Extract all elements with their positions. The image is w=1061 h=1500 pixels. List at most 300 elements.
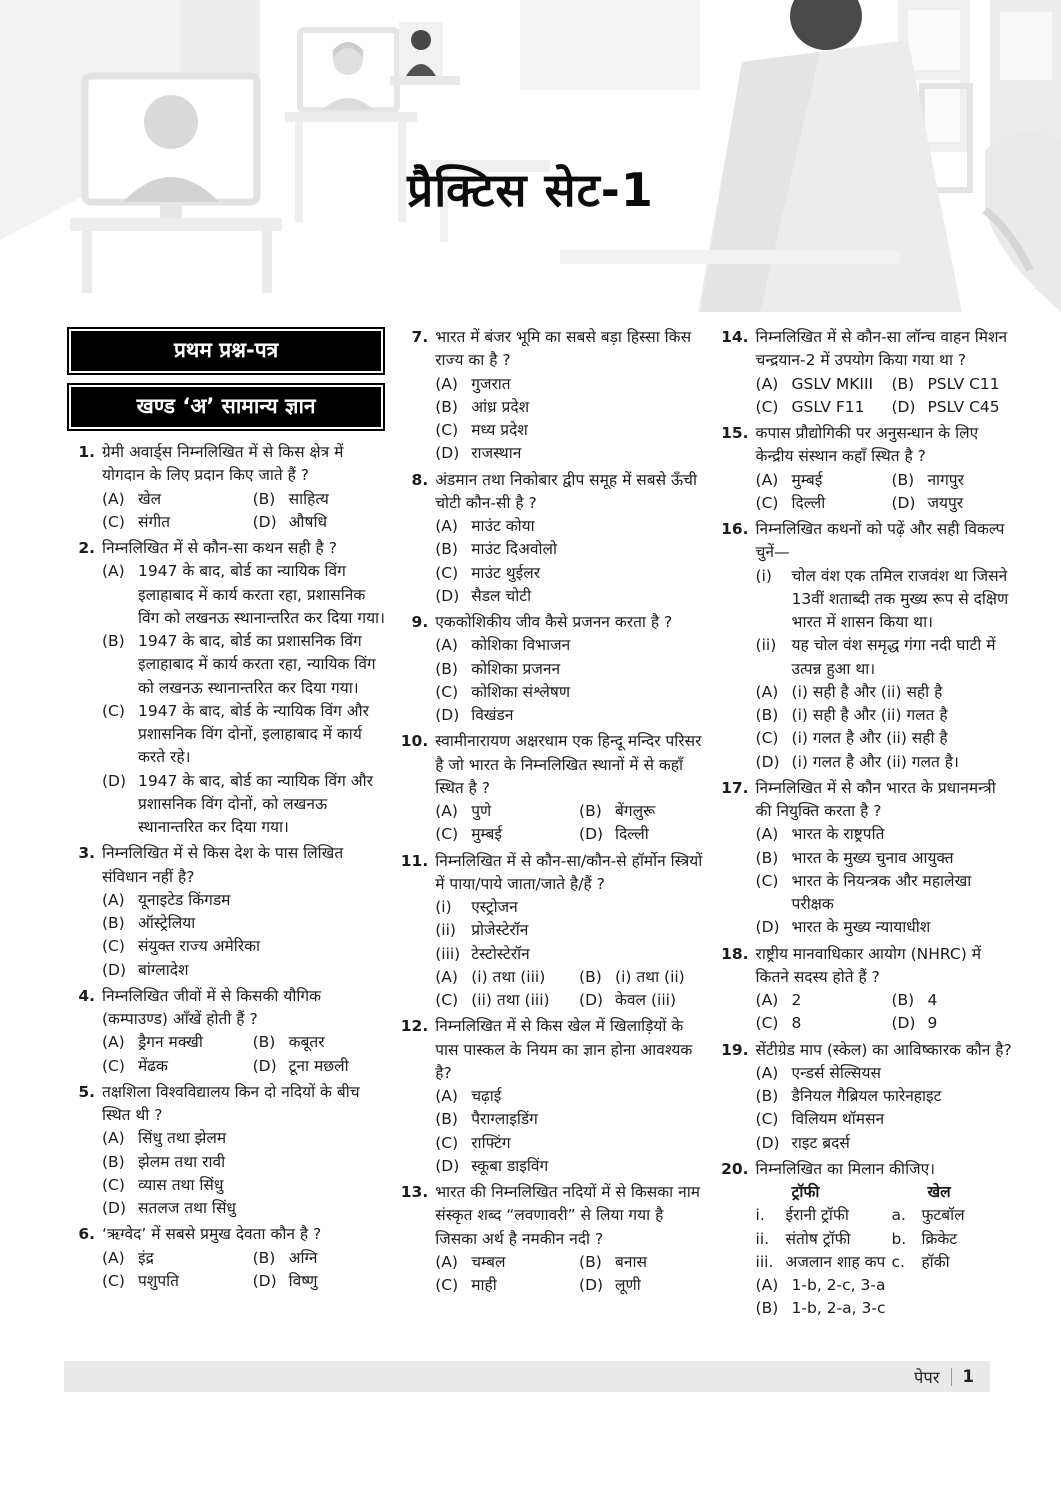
match-row — [756, 1251, 1012, 1274]
options — [102, 1031, 386, 1078]
question-body — [102, 842, 386, 982]
option-label: (A) — [755, 825, 779, 844]
match-right-text: क्रिकेट — [921, 1229, 958, 1248]
statement-label: (iii) — [435, 944, 461, 963]
option-text: सिंधु तथा झेलम — [138, 1129, 227, 1148]
options — [102, 488, 386, 535]
statement-label: (ii) — [435, 921, 456, 940]
section-heading: खण्ड ‘अ’ सामान्य ज्ञान — [69, 385, 383, 429]
question-body — [102, 985, 386, 1078]
option-item — [435, 373, 706, 396]
footer-page-number: 1 — [962, 1367, 974, 1386]
options — [435, 515, 706, 608]
question-body — [756, 518, 1012, 774]
option-item — [435, 419, 706, 442]
option-text: सतलज तथा सिंधु — [138, 1199, 236, 1217]
statement-text: एस्ट्रोजन — [471, 898, 518, 916]
option-text: PSLV C45 — [927, 397, 1000, 416]
option-item — [102, 630, 386, 700]
question-item — [720, 943, 1012, 1036]
question-text: कपास प्रौद्योगिकी पर अनुसन्धान के लिए केन्द्रीय संस्थान कहाँ स्थित है ? — [755, 424, 979, 466]
statement-item — [756, 565, 1012, 635]
match-right-cell — [891, 1204, 1012, 1227]
option-item — [253, 1055, 387, 1078]
option-label: (D) — [579, 825, 604, 844]
option-label: (D) — [435, 1156, 460, 1175]
option-text: बांग्लादेश — [138, 960, 189, 979]
option-text: पुणे — [471, 802, 492, 820]
option-item — [435, 704, 706, 727]
option-text: स्कूबा डाइविंग — [471, 1156, 549, 1175]
option-item — [756, 1108, 1012, 1131]
question-number: 2. — [78, 539, 95, 557]
option-text: बनास — [615, 1252, 647, 1271]
question-number: 11. — [400, 851, 429, 870]
question-item — [399, 730, 706, 846]
question-number: 1. — [78, 443, 95, 461]
statement-text: प्रोजेस्टेरॉन — [471, 921, 529, 940]
option-item — [756, 823, 1012, 846]
option-text: अग्नि — [288, 1248, 318, 1267]
option-label: (D) — [579, 991, 604, 1009]
option-label: (B) — [755, 1299, 779, 1318]
option-label: (C) — [102, 1271, 125, 1290]
question-item — [66, 1081, 386, 1221]
statement-label: (i) — [435, 898, 452, 916]
option-text: बेंगलुरू — [615, 802, 656, 820]
option-text: (i) सही है और (ii) गलत है — [791, 706, 948, 724]
option-item — [102, 935, 386, 958]
option-item — [253, 488, 387, 511]
option-label: (A) — [102, 1129, 125, 1148]
question-text: ‘ऋग्वेद’ में सबसे प्रमुख देवता कौन है ? — [102, 1225, 322, 1244]
option-label: (A) — [435, 517, 458, 535]
option-label: (A) — [435, 1252, 458, 1271]
option-item — [756, 847, 1012, 870]
option-label: (A) — [755, 1063, 779, 1082]
option-label: (D) — [891, 1014, 916, 1033]
question-number: 8. — [411, 470, 429, 489]
question-number: 9. — [411, 613, 429, 631]
options — [756, 373, 1012, 420]
option-label: (D) — [435, 706, 460, 724]
option-label: (D) — [579, 1276, 604, 1294]
option-item — [756, 681, 1012, 704]
option-item — [435, 1108, 706, 1131]
option-text: 1947 के बाद, बोर्ड का प्रशासनिक विंग इलाहाबाद में कार्य करता रहा, न्यायिक विंग को लखनऊ स्थानान्तरित कर दिया गया। — [138, 632, 376, 697]
option-label: (A) — [102, 489, 125, 508]
option-text: भारत के राष्ट्रपति — [791, 825, 885, 844]
question-text: निम्नलिखित में से कौन भारत के प्रधानमन्त्री की नियुक्ति करता है ? — [755, 778, 996, 820]
question-number: 14. — [721, 328, 749, 346]
option-item — [579, 1274, 707, 1297]
options — [435, 800, 706, 847]
option-text: माउंट थुईलर — [471, 563, 541, 582]
option-item — [435, 823, 579, 846]
option-text: विखंडन — [471, 706, 514, 724]
option-item — [102, 959, 386, 982]
option-item — [102, 1031, 253, 1054]
option-label: (C) — [435, 991, 459, 1009]
option-item — [435, 989, 579, 1012]
option-item — [756, 916, 1012, 939]
option-label: (C) — [755, 397, 779, 416]
match-row — [756, 1204, 1012, 1227]
option-item — [435, 442, 706, 465]
question-body — [756, 943, 1012, 1036]
question-number: 15. — [721, 424, 749, 442]
option-label: (A) — [102, 1248, 125, 1267]
option-item — [756, 751, 1012, 774]
option-text: राफ्टिंग — [471, 1133, 511, 1152]
option-item — [579, 1251, 707, 1274]
option-item — [102, 511, 253, 534]
question-body — [102, 1081, 386, 1221]
option-label: (B) — [102, 1152, 125, 1171]
options — [756, 1062, 1012, 1155]
match-left-text: अजलान शाह कप — [785, 1252, 886, 1271]
option-item — [253, 511, 387, 534]
statement-item — [435, 896, 706, 919]
question-item — [66, 842, 386, 982]
option-text: लूणी — [615, 1276, 641, 1294]
option-label: (D) — [252, 512, 277, 531]
option-item — [756, 870, 1012, 917]
match-left-text: ईरानी ट्रॉफी — [785, 1206, 849, 1225]
options — [102, 1247, 386, 1294]
question-text: निम्नलिखित में से कौन-सा/कौन-से हॉर्मोन स्त्रियों में पाया/पाये जाता/जाते है/हैं ? — [435, 851, 703, 893]
option-label: (D) — [891, 493, 916, 512]
match-right-text: फुटबॉल — [921, 1206, 965, 1225]
option-label: (D) — [891, 397, 916, 416]
option-item — [756, 469, 892, 492]
option-item — [756, 492, 892, 515]
question-text: निम्नलिखित में से किस देश के पास लिखित संविधान नहीं है? — [102, 844, 344, 886]
option-text: 9 — [927, 1014, 938, 1033]
option-label: (D) — [755, 918, 780, 937]
option-text: भारत के मुख्य न्यायाधीश — [791, 918, 931, 937]
option-text: एन्डर्स सेल्सियस — [791, 1063, 881, 1082]
option-label: (C) — [102, 512, 125, 531]
match-right-label: c. — [891, 1252, 905, 1271]
option-text: गुजरात — [471, 374, 511, 393]
option-item — [102, 1197, 386, 1220]
option-item — [253, 1247, 387, 1270]
question-text: भारत की निम्नलिखित नदियों में से किसका नाम संस्कृत शब्द “लवणावरी” से लिया गया है जिसका अर्थ है नमकीन नदी ? — [435, 1183, 701, 1248]
options — [102, 1127, 386, 1220]
option-item — [756, 1012, 892, 1035]
statement-text: यह चोल वंश समृद्ध गंगा नदी घाटी में उत्पन्न हुआ था। — [791, 636, 996, 678]
question-item — [399, 1181, 706, 1297]
match-right-text: हॉकी — [921, 1252, 950, 1271]
header-illustration — [0, 0, 1061, 312]
statement-label: (ii) — [755, 636, 777, 655]
question-item — [720, 422, 1012, 515]
options — [435, 1085, 706, 1178]
footer-label: पेपर — [914, 1368, 940, 1387]
option-label: (B) — [435, 540, 458, 559]
option-text: ड्रैगन मक्खी — [138, 1033, 203, 1052]
question-text: निम्नलिखित कथनों को पढ़ें और सही विकल्प चुनें— — [755, 520, 1005, 562]
option-text: विष्णु — [288, 1271, 318, 1290]
option-item — [435, 585, 706, 608]
match-right-label: a. — [891, 1206, 906, 1225]
option-label: (B) — [755, 848, 779, 867]
option-label: (B) — [102, 914, 125, 932]
match-left-cell — [756, 1251, 892, 1274]
option-text: टूना मछली — [288, 1056, 349, 1075]
option-item — [756, 727, 1012, 750]
option-text: मुम्बई — [471, 825, 502, 844]
option-label: (B) — [579, 1252, 602, 1271]
question-text: सेंटीग्रेड माप (स्केल) का आविष्कारक कौन है? — [755, 1040, 1012, 1059]
option-text: मेंढक — [138, 1056, 168, 1075]
option-label: (A) — [755, 1276, 779, 1294]
statement-item — [435, 943, 706, 966]
question-body — [435, 611, 706, 727]
option-text: नागपुर — [927, 470, 964, 489]
option-text: कोशिका प्रजनन — [471, 659, 561, 678]
option-label: (B) — [252, 1033, 276, 1052]
option-label: (C) — [435, 825, 459, 844]
option-label: (C) — [435, 1133, 459, 1152]
option-item — [102, 560, 386, 630]
option-item — [253, 1270, 387, 1293]
option-item — [756, 373, 892, 396]
question-number: 12. — [400, 1017, 429, 1036]
option-text: कोशिका संश्लेषण — [471, 682, 571, 701]
option-item — [102, 700, 386, 770]
column-1 — [66, 326, 386, 1324]
option-label: (A) — [755, 470, 779, 489]
match-left-cell — [756, 1228, 892, 1251]
option-label: (C) — [435, 421, 459, 439]
option-text: चम्बल — [471, 1252, 506, 1271]
option-item — [579, 989, 707, 1012]
question-text: भारत में बंजर भूमि का सबसे बड़ा हिस्सा किस राज्य का है ? — [435, 328, 692, 370]
option-text: 1-b, 2-c, 3-a — [791, 1276, 886, 1294]
option-item — [435, 966, 579, 989]
options — [435, 373, 706, 466]
option-text: (i) गलत है और (ii) गलत है। — [791, 752, 959, 771]
option-text: 1-b, 2-a, 3-c — [791, 1299, 886, 1318]
question-text: निम्नलिखित का मिलान कीजिए। — [755, 1159, 936, 1178]
question-text: निम्नलिखित में से कौन-सा लॉन्च वाहन मिशन चन्द्रयान-2 में उपयोग किया गया था ? — [755, 328, 1008, 370]
option-text: राइट ब्रदर्स — [791, 1133, 850, 1152]
option-item — [102, 1174, 386, 1197]
option-label: (B) — [435, 1110, 458, 1129]
options — [435, 966, 706, 1013]
column-3 — [720, 326, 1012, 1324]
option-item — [756, 1085, 1012, 1108]
option-text: (i) तथा (iii) — [471, 967, 546, 986]
options — [102, 889, 386, 982]
question-body — [102, 1223, 386, 1293]
option-item — [435, 538, 706, 561]
question-item — [720, 326, 1012, 419]
option-label: (D) — [755, 752, 780, 771]
option-label: (D) — [102, 1199, 127, 1217]
option-text: मध्य प्रदेश — [471, 421, 528, 439]
question-text: अंडमान तथा निकोबार द्वीप समूह में सबसे ऊँची चोटी कौन-सी है ? — [435, 470, 698, 512]
option-item — [435, 1155, 706, 1178]
option-text: 4 — [927, 991, 938, 1009]
option-text: 1947 के बाद, बोर्ड का न्यायिक विंग इलाहाबाद में कार्य करता रहा, प्रशासनिक विंग को लखनऊ स्थानान्तरित कर दिया गया। — [138, 562, 385, 627]
question-number: 5. — [78, 1082, 95, 1101]
option-item — [435, 658, 706, 681]
option-label: (D) — [102, 771, 127, 790]
option-text: GSLV F11 — [791, 397, 865, 416]
match-row — [756, 1228, 1012, 1251]
option-text: (ii) तथा (iii) — [471, 991, 550, 1009]
question-number: 10. — [400, 732, 429, 751]
option-label: (A) — [755, 682, 779, 701]
question-number: 16. — [721, 520, 749, 538]
option-item — [435, 634, 706, 657]
option-label: (B) — [891, 991, 915, 1009]
question-number: 3. — [78, 844, 95, 863]
match-left-label: i. — [755, 1206, 765, 1225]
match-headers — [756, 1181, 1012, 1204]
option-label: (D) — [435, 586, 460, 605]
option-item — [435, 396, 706, 419]
option-label: (B) — [755, 1087, 779, 1105]
option-label: (B) — [891, 470, 915, 489]
option-text: संयुक्त राज्य अमेरिका — [138, 937, 261, 956]
option-text: माउंट दिअवोलो — [471, 540, 557, 559]
option-item — [891, 396, 1012, 419]
match-header: खेल — [927, 1183, 951, 1201]
option-item — [435, 800, 579, 823]
match-left-label: ii. — [755, 1229, 770, 1248]
options — [756, 823, 1012, 939]
option-item — [756, 1062, 1012, 1085]
option-item — [891, 989, 1012, 1012]
option-label: (C) — [755, 729, 779, 748]
question-item — [399, 1015, 706, 1178]
question-number: 7. — [411, 328, 429, 346]
question-item — [66, 985, 386, 1078]
option-label: (C) — [435, 563, 459, 582]
match-left-label: iii. — [755, 1252, 774, 1271]
statement-text: टेस्टोस्टेरॉन — [471, 944, 530, 963]
option-item — [435, 681, 706, 704]
option-item — [435, 1274, 579, 1297]
question-item — [399, 326, 706, 466]
question-item — [66, 537, 386, 839]
statement-label: (i) — [755, 566, 772, 585]
option-text: जयपुर — [927, 493, 964, 512]
option-text: ऑस्ट्रेलिया — [138, 914, 196, 932]
question-text: राष्ट्रीय मानवाधिकार आयोग (NHRC) में कितने सदस्य होते हैं ? — [755, 944, 981, 986]
option-text: दिल्ली — [615, 825, 649, 844]
question-number: 13. — [400, 1183, 429, 1201]
statement-item — [756, 634, 1012, 681]
question-item — [399, 850, 706, 1013]
question-body — [435, 1181, 706, 1297]
question-number: 6. — [78, 1225, 95, 1244]
option-text: माउंट कोया — [471, 517, 535, 535]
option-label: (B) — [579, 967, 602, 986]
option-item — [435, 1132, 706, 1155]
section-heading: प्रथम प्रश्न-पत्र — [69, 329, 383, 373]
option-label: (B) — [891, 374, 915, 393]
option-text: आंध्र प्रदेश — [471, 397, 530, 416]
option-text: पैराग्लाइडिंग — [471, 1110, 538, 1129]
option-text: यूनाइटेड किंगडम — [138, 890, 231, 909]
option-text: औषधि — [288, 512, 327, 531]
question-item — [66, 1223, 386, 1293]
option-label: (C) — [102, 1056, 125, 1075]
option-item — [756, 1297, 1012, 1320]
option-label: (B) — [579, 802, 602, 820]
option-label: (D) — [252, 1056, 277, 1075]
option-item — [102, 1247, 253, 1270]
option-item — [435, 1251, 579, 1274]
question-body — [435, 730, 706, 846]
option-label: (A) — [435, 802, 458, 820]
question-body — [756, 422, 1012, 515]
option-item — [253, 1031, 387, 1054]
option-item — [756, 396, 892, 419]
option-item — [756, 1132, 1012, 1155]
question-text: निम्नलिखित में से कौन-सा कथन सही है ? — [102, 539, 337, 557]
option-text: साहित्य — [288, 489, 329, 508]
question-text: ग्रेमी अवार्ड्स निम्नलिखित में से किस क्षेत्र में योगदान के लिए प्रदान किए जाते हैं ? — [102, 443, 344, 485]
option-label: (A) — [102, 1033, 125, 1052]
match-right-label: b. — [891, 1229, 907, 1248]
option-text: 1947 के बाद, बोर्ड का न्यायिक विंग और प्रशासनिक विंग दोनों, को लखनऊ स्थानान्तरित कर दिया गया। — [138, 771, 373, 836]
option-item — [579, 823, 707, 846]
option-label: (A) — [435, 374, 458, 393]
option-text: इंद्र — [138, 1248, 154, 1267]
option-text: विलियम थॉमसन — [791, 1110, 885, 1129]
option-label: (A) — [755, 991, 779, 1009]
option-label: (A) — [435, 967, 458, 986]
option-text: दिल्ली — [791, 493, 826, 512]
option-label: (B) — [435, 659, 458, 678]
option-text: (i) सही है और (ii) सही है — [791, 682, 943, 701]
option-text: मुम्बई — [791, 470, 823, 489]
option-text: व्यास तथा सिंधु — [138, 1175, 224, 1194]
option-label: (B) — [435, 397, 458, 416]
option-text: (i) तथा (ii) — [615, 967, 685, 986]
footer-divider — [951, 1368, 952, 1386]
question-item — [66, 441, 386, 534]
question-number: 18. — [721, 944, 749, 963]
option-text: झेलम तथा रावी — [138, 1152, 226, 1171]
question-item — [399, 469, 706, 609]
question-number: 4. — [78, 986, 95, 1005]
option-label: (D) — [252, 1271, 277, 1290]
match-left-text: संतोष ट्रॉफी — [785, 1229, 851, 1248]
page-title: प्रैक्टिस सेट-1 — [407, 163, 654, 217]
option-item — [756, 704, 1012, 727]
column-2 — [399, 326, 706, 1324]
question-number: 19. — [721, 1040, 749, 1059]
question-body — [435, 1015, 706, 1178]
question-item — [720, 518, 1012, 774]
option-label: (C) — [755, 1014, 779, 1033]
option-label: (A) — [755, 374, 779, 393]
footer-bar — [64, 1361, 990, 1392]
option-item — [102, 889, 386, 912]
options — [435, 1251, 706, 1298]
question-item — [720, 1158, 1012, 1321]
option-text: खेल — [138, 489, 162, 508]
option-label: (C) — [102, 701, 125, 720]
question-item — [399, 611, 706, 727]
